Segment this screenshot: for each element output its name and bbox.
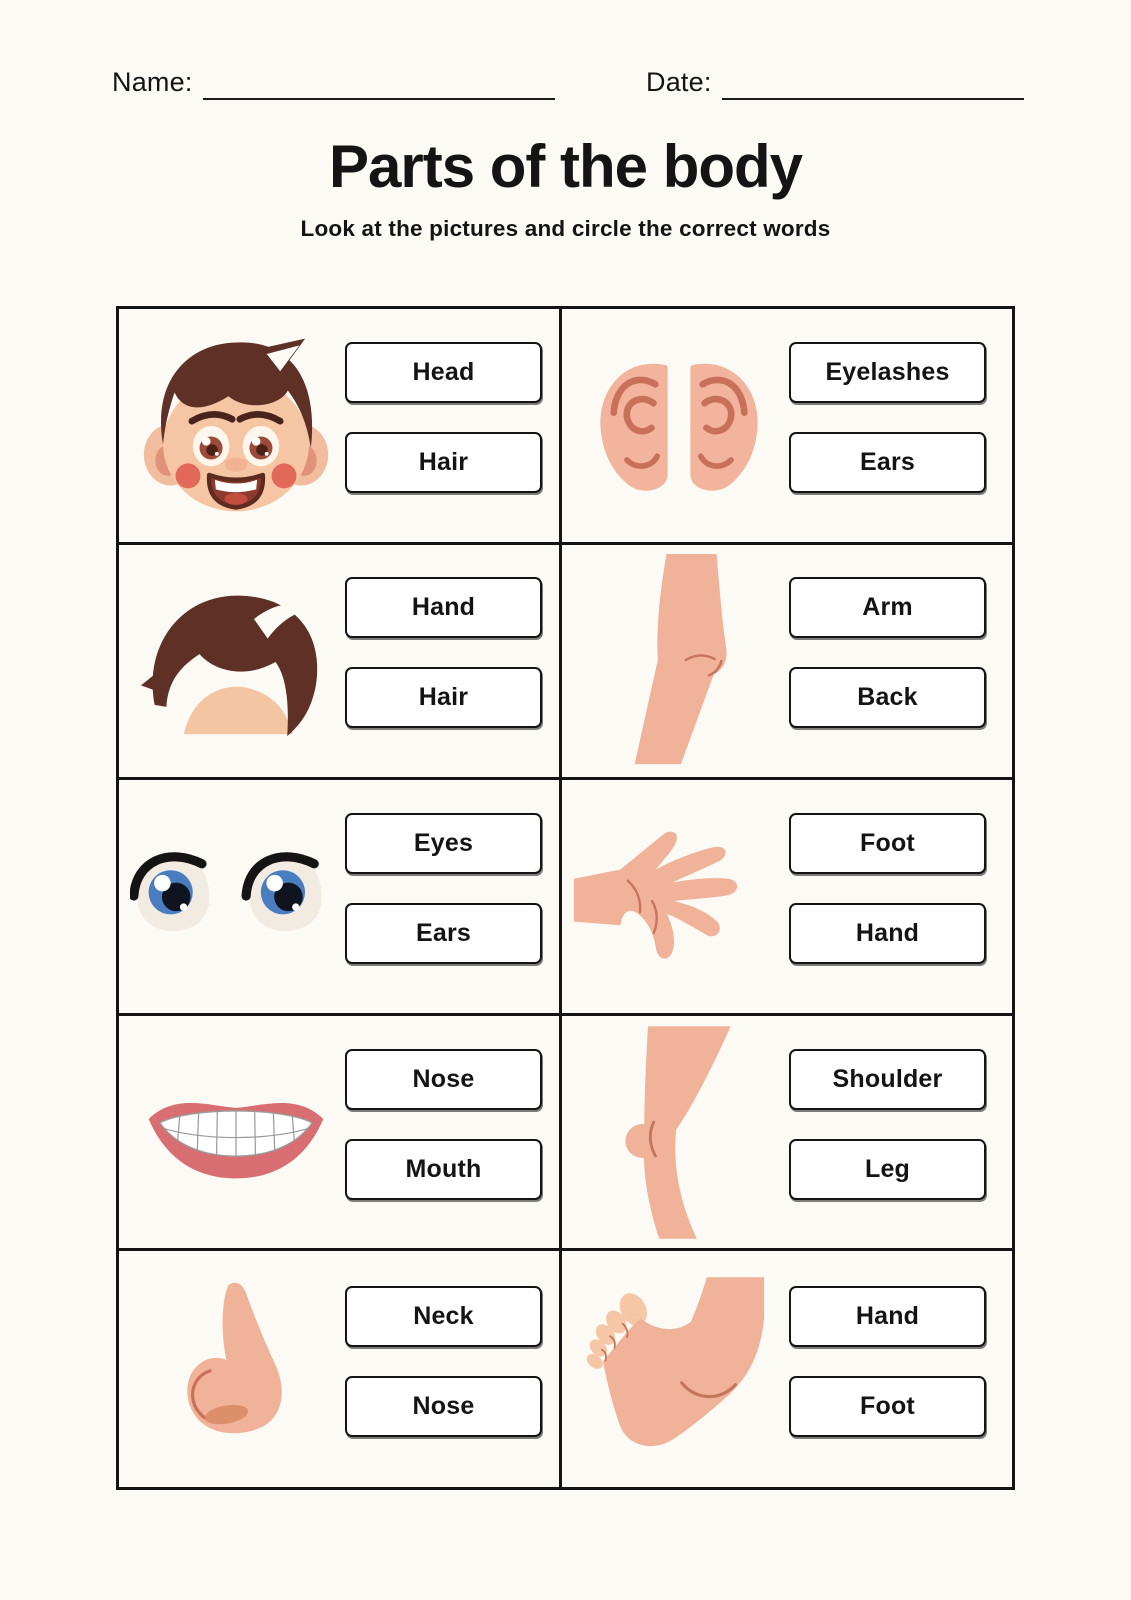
cell-nose [119, 1251, 562, 1487]
option-label: Back [857, 683, 918, 712]
name-label: Name: [112, 67, 193, 97]
options-column [345, 1286, 542, 1437]
name-field [112, 66, 555, 100]
options-column [789, 1049, 986, 1200]
option-label: Ears [415, 918, 471, 947]
option-ears[interactable] [789, 432, 986, 493]
option-shoulder[interactable] [789, 1049, 986, 1110]
option-hair[interactable] [345, 667, 542, 728]
option-ears[interactable] [345, 903, 542, 964]
page-instructions: Look at the pictures and circle the correct words [300, 216, 831, 241]
option-eyelashes[interactable] [789, 342, 986, 403]
option-hand[interactable] [789, 1286, 986, 1347]
hand-illustration [570, 780, 788, 1013]
option-label: Leg [864, 1154, 911, 1183]
mouth-illustration [127, 1016, 345, 1249]
option-label: Hair [418, 447, 469, 476]
options-column [789, 1286, 986, 1437]
option-label: Ears [859, 447, 915, 476]
option-leg[interactable] [789, 1139, 986, 1200]
cell-hand [562, 780, 1012, 1016]
option-neck[interactable] [345, 1286, 542, 1347]
leg-illustration [570, 1016, 788, 1249]
arm-illustration [570, 545, 788, 778]
option-hair[interactable] [345, 432, 542, 493]
cell-arm [562, 545, 1012, 781]
date-label: Date: [646, 67, 712, 97]
nose-illustration [127, 1251, 345, 1487]
option-back[interactable] [789, 667, 986, 728]
options-column [345, 813, 542, 964]
option-label: Mouth [405, 1154, 482, 1183]
worksheet-table [116, 306, 1015, 1490]
option-label: Shoulder [832, 1064, 943, 1093]
option-hand[interactable] [789, 903, 986, 964]
options-column [789, 342, 986, 493]
option-label: Head [412, 357, 475, 386]
option-label: Hand [411, 593, 476, 622]
option-label: Foot [860, 1391, 915, 1420]
boy-face-illustration [127, 309, 345, 542]
cell-foot [562, 1251, 1012, 1487]
option-label: Foot [860, 828, 915, 857]
cell-leg [562, 1016, 1012, 1252]
cell-mouth [119, 1016, 562, 1252]
options-column [345, 1049, 542, 1200]
page-title: Parts of the body [328, 133, 803, 200]
options-column [345, 577, 542, 728]
date-field [646, 66, 1024, 100]
option-label: Neck [413, 1301, 474, 1330]
eyes-illustration [127, 780, 345, 1013]
option-foot[interactable] [789, 813, 986, 874]
hair-illustration [127, 545, 345, 778]
option-hand[interactable] [345, 577, 542, 638]
ears-illustration [570, 309, 788, 542]
options-column [789, 577, 986, 728]
option-label: Arm [862, 593, 913, 622]
option-label: Eyelashes [825, 357, 950, 386]
header-fields [112, 66, 1025, 100]
foot-illustration [570, 1251, 788, 1487]
name-input-line[interactable] [203, 66, 555, 100]
option-label: Nose [412, 1391, 475, 1420]
cell-hair [119, 545, 562, 781]
option-label: Eyes [413, 828, 474, 857]
options-column [789, 813, 986, 964]
option-arm[interactable] [789, 577, 986, 638]
date-input-line[interactable] [722, 66, 1024, 100]
option-mouth[interactable] [345, 1139, 542, 1200]
cell-eyes [119, 780, 562, 1016]
cell-ears [562, 309, 1012, 545]
option-nose[interactable] [345, 1049, 542, 1110]
option-head[interactable] [345, 342, 542, 403]
option-label: Hair [418, 683, 469, 712]
cell-head [119, 309, 562, 545]
options-column [345, 342, 542, 493]
option-eyes[interactable] [345, 813, 542, 874]
option-label: Hand [855, 918, 920, 947]
option-nose[interactable] [345, 1376, 542, 1437]
option-foot[interactable] [789, 1376, 986, 1437]
option-label: Hand [855, 1301, 920, 1330]
option-label: Nose [412, 1064, 475, 1093]
